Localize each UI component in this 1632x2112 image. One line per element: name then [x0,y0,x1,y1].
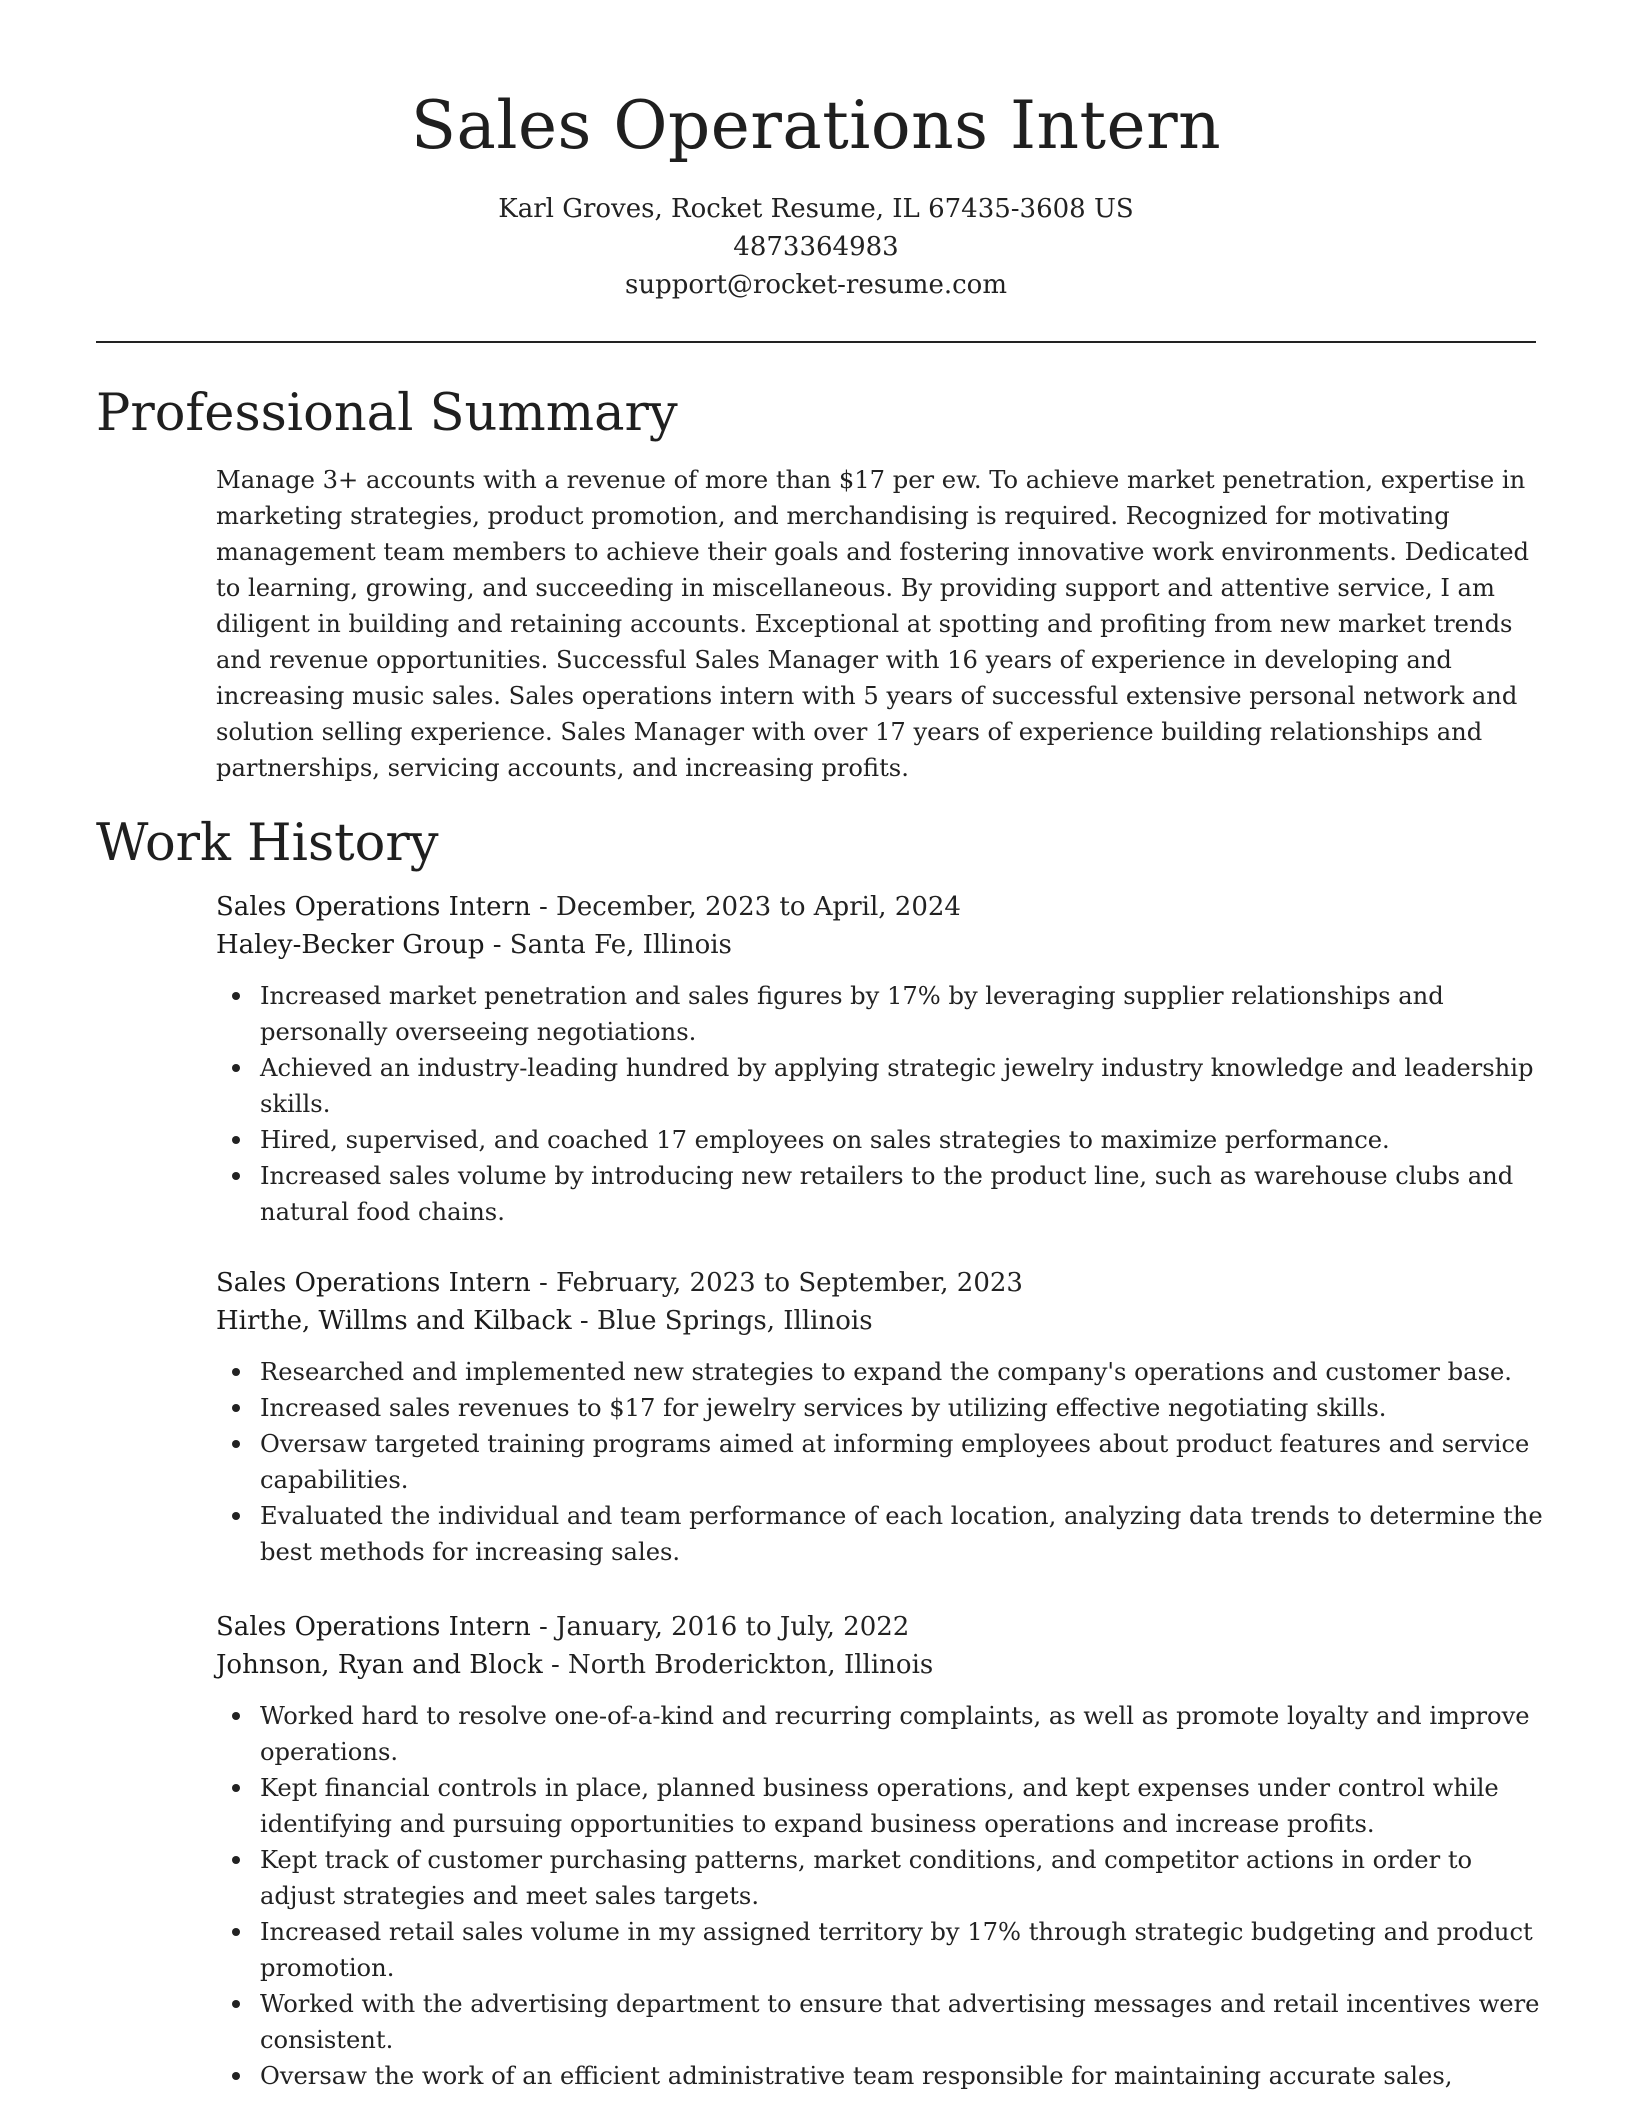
job-bullet-list [216,1698,1546,2094]
job-bullet: Worked hard to resolve one-of-a-kind and recurring complaints, as well as promote loyalty and improve operations. [260,1698,1550,1770]
job-entry [216,1264,1546,1570]
contact-address: Karl Groves, Rocket Resume, IL 67435-3608 US [498,194,1134,224]
contact-info [0,190,1632,304]
job-title: Sales Operations Intern [216,1612,531,1642]
job-title-line [216,888,1546,926]
contact-email: support@rocket-resume.com [624,270,1007,300]
job-title-line [216,1608,1546,1646]
job-company: Johnson, Ryan and Block [216,1650,543,1680]
job-bullet: Increased sales revenues to $17 for jewelry services by utilizing effective negotiating skills. [260,1390,1550,1426]
job-bullet: Worked with the advertising department to ensure that advertising messages and retail incentives were consistent. [260,1986,1550,2058]
job-bullet-list [216,978,1546,1230]
header-divider [96,341,1536,343]
job-company: Hirthe, Willms and Kilback [216,1306,572,1336]
job-title: Sales Operations Intern [216,892,531,922]
job-location: - North Broderickton, Illinois [542,1650,934,1680]
job-location: - Santa Fe, Illinois [484,930,732,960]
resume-header [0,84,1632,304]
job-bullet: Increased sales volume by introducing new retailers to the product line, such as warehouse clubs and natural food chains. [260,1158,1550,1230]
job-bullet: Oversaw targeted training programs aimed at informing employees about product features and service capabilities. [260,1426,1550,1498]
job-entry [216,1608,1546,2094]
job-bullet: Researched and implemented new strategies to expand the company's operations and customer base. [260,1354,1550,1390]
job-title: Sales Operations Intern [216,1268,531,1298]
job-bullet-list [216,1354,1546,1570]
job-title-line [216,1264,1546,1302]
job-bullet: Increased market penetration and sales figures by 17% by leveraging supplier relationships and personally overseeing negotiations. [260,978,1550,1050]
job-company-line [216,1302,1546,1340]
job-bullet: Hired, supervised, and coached 17 employees on sales strategies to maximize performance. [260,1122,1550,1158]
job-bullet: Increased retail sales volume in my assigned territory by 17% through strategic budgeting and product promotion. [260,1914,1550,1986]
job-company: Haley-Becker Group [216,930,485,960]
job-bullet: Oversaw the work of an efficient administrative team responsible for maintaining accurate sales, [260,2058,1550,2094]
resume-title: Sales Operations Intern [410,87,1222,164]
job-dates: - December, 2023 to April, 2024 [530,892,961,922]
job-bullet: Evaluated the individual and team performance of each location, analyzing data trends to determine the best methods for increasing sales. [260,1498,1550,1570]
contact-phone: 4873364983 [733,232,899,262]
job-dates: - February, 2023 to September, 2023 [530,1268,1023,1298]
job-company-line [216,926,1546,964]
job-bullet: Kept financial controls in place, planned business operations, and kept expenses under control while identifying and pursuing opportunities to expand business operations and increase profits. [260,1770,1550,1842]
summary-text: Manage 3+ accounts with a revenue of more than $17 per ew. To achieve market penetration, expertise in marketing strategies, product promotion, and merchandising is required. Recognized for motivating management team members to achieve their goals and fostering innovative work environments. Dedicated to learning, growing, and succeeding in miscellaneous. By providing support and attentive service, I am diligent in building and retaining accounts. Exceptional at spotting and profiting from new market trends and revenue opportunities. Successful Sales Manager with 16 years of experience in developing and increasing music sales. Sales operations intern with 5 years of successful extensive personal network and solution selling experience. Sales Manager with over 17 years of experience building relationships and partnerships, servicing accounts, and increasing profits. [216,466,1529,782]
job-entry [216,888,1546,1230]
summary-heading: Professional Summary [96,384,678,443]
job-bullet: Kept track of customer purchasing patterns, market conditions, and competitor actions in order to adjust strategies and meet sales targets. [260,1842,1550,1914]
job-location: - Blue Springs, Illinois [571,1306,873,1336]
job-company-line [216,1646,1546,1684]
job-dates: - January, 2016 to July, 2022 [530,1612,910,1642]
job-bullet: Achieved an industry-leading hundred by applying strategic jewelry industry knowledge and leadership skills. [260,1050,1550,1122]
work-history-heading: Work History [96,814,439,873]
